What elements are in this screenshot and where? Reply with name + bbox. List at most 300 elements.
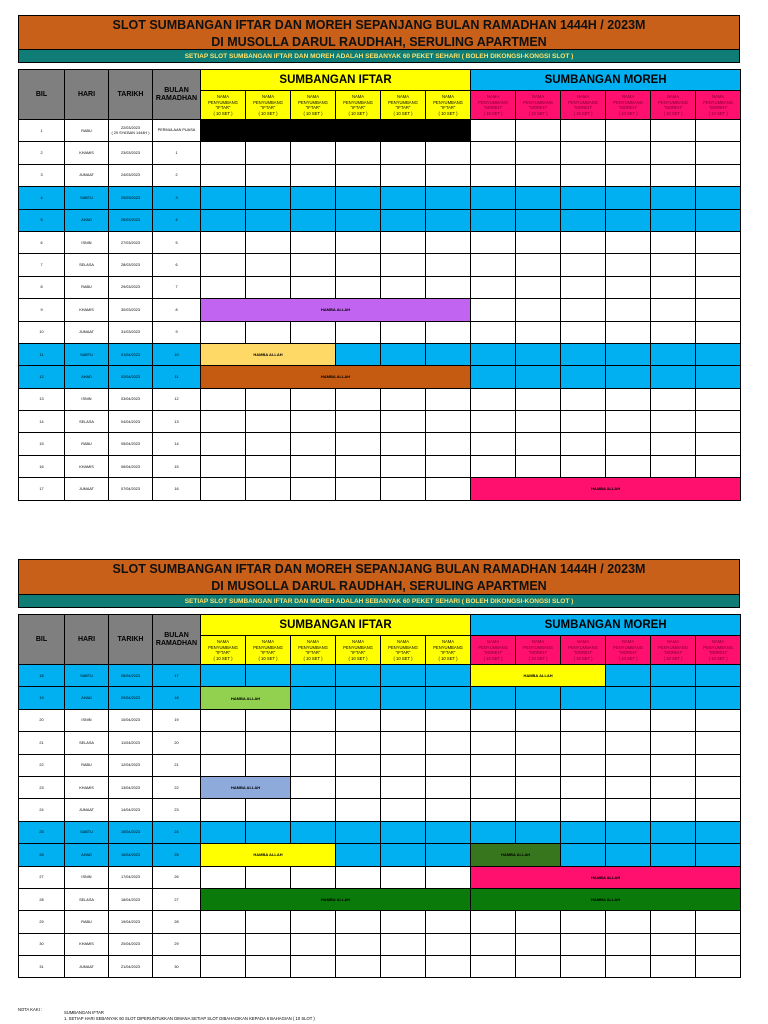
moreh-slot-cell[interactable] [651, 732, 696, 754]
iftar-slot-cell[interactable] [336, 231, 381, 253]
moreh-slot-cell[interactable] [471, 709, 516, 731]
moreh-slot-cell[interactable] [651, 388, 696, 410]
moreh-slot-cell[interactable] [651, 956, 696, 978]
iftar-slot-cell[interactable] [336, 776, 381, 798]
iftar-slot-cell[interactable] [336, 411, 381, 433]
iftar-slot-cell[interactable] [426, 866, 471, 888]
iftar-slot-cell[interactable] [381, 665, 426, 687]
iftar-slot-cell[interactable] [381, 455, 426, 477]
moreh-slot-cell[interactable] [561, 120, 606, 142]
iftar-slot-cell[interactable] [336, 455, 381, 477]
iftar-slot-cell[interactable] [291, 776, 336, 798]
iftar-slot-cell[interactable] [291, 732, 336, 754]
iftar-slot-cell[interactable] [201, 433, 246, 455]
moreh-slot-cell[interactable] [696, 321, 741, 343]
moreh-slot-cell[interactable] [471, 120, 516, 142]
iftar-slot-cell[interactable] [246, 754, 291, 776]
moreh-slot-cell[interactable] [516, 956, 561, 978]
iftar-slot-cell[interactable] [336, 321, 381, 343]
iftar-slot-cell[interactable] [336, 388, 381, 410]
moreh-slot-cell[interactable] [561, 754, 606, 776]
moreh-slot-cell[interactable] [516, 321, 561, 343]
iftar-slot-cell[interactable] [381, 231, 426, 253]
iftar-slot-cell[interactable] [381, 844, 426, 866]
iftar-slot-cell[interactable] [201, 231, 246, 253]
moreh-slot-cell[interactable] [696, 366, 741, 388]
moreh-slot-cell[interactable] [651, 844, 696, 866]
moreh-slot-cell[interactable] [606, 754, 651, 776]
iftar-slot-cell[interactable] [201, 665, 246, 687]
moreh-slot-cell[interactable] [561, 231, 606, 253]
iftar-slot-cell[interactable] [291, 799, 336, 821]
moreh-slot-cell[interactable] [561, 164, 606, 186]
iftar-slot-cell[interactable] [426, 754, 471, 776]
moreh-slot-merged[interactable]: HAMBA ALLAH [471, 665, 606, 687]
iftar-slot-cell[interactable] [291, 478, 336, 500]
iftar-slot-cell[interactable] [336, 933, 381, 955]
moreh-slot-cell[interactable] [561, 709, 606, 731]
iftar-slot-cell[interactable] [201, 276, 246, 298]
iftar-slot-cell[interactable] [336, 276, 381, 298]
iftar-slot-cell[interactable] [246, 478, 291, 500]
iftar-slot-cell[interactable] [246, 709, 291, 731]
iftar-slot-merged[interactable]: HAMBA ALLAH [201, 687, 291, 709]
iftar-slot-cell[interactable] [291, 709, 336, 731]
iftar-slot-cell[interactable] [246, 276, 291, 298]
iftar-slot-cell[interactable] [426, 821, 471, 843]
iftar-slot-cell[interactable] [291, 209, 336, 231]
iftar-slot-cell[interactable] [336, 209, 381, 231]
iftar-slot-merged[interactable]: HAMBA ALLAH [201, 888, 471, 910]
moreh-slot-cell[interactable] [696, 411, 741, 433]
iftar-slot-cell[interactable] [426, 276, 471, 298]
moreh-slot-cell[interactable] [651, 120, 696, 142]
iftar-slot-cell[interactable] [426, 799, 471, 821]
moreh-slot-cell[interactable] [696, 164, 741, 186]
iftar-slot-cell[interactable] [426, 844, 471, 866]
iftar-slot-cell[interactable] [291, 276, 336, 298]
iftar-slot-cell[interactable] [246, 411, 291, 433]
moreh-slot-merged[interactable]: HAMBA ALLAH [471, 478, 741, 500]
moreh-slot-cell[interactable] [696, 665, 741, 687]
iftar-slot-cell[interactable] [336, 478, 381, 500]
iftar-slot-cell[interactable] [336, 844, 381, 866]
iftar-slot-cell[interactable] [291, 687, 336, 709]
iftar-slot-cell[interactable] [426, 776, 471, 798]
moreh-slot-cell[interactable] [651, 343, 696, 365]
iftar-slot-cell[interactable] [381, 933, 426, 955]
iftar-slot-cell[interactable] [201, 709, 246, 731]
moreh-slot-cell[interactable] [696, 754, 741, 776]
moreh-slot-cell[interactable] [561, 799, 606, 821]
moreh-slot-cell[interactable] [606, 231, 651, 253]
moreh-slot-cell[interactable] [561, 455, 606, 477]
moreh-slot-cell[interactable] [606, 254, 651, 276]
moreh-slot-cell[interactable] [561, 433, 606, 455]
iftar-slot-cell[interactable] [426, 732, 471, 754]
iftar-slot-cell[interactable] [336, 142, 381, 164]
moreh-slot-cell[interactable] [606, 299, 651, 321]
moreh-slot-cell[interactable] [471, 299, 516, 321]
moreh-slot-cell[interactable] [561, 388, 606, 410]
iftar-slot-cell[interactable] [426, 388, 471, 410]
moreh-slot-cell[interactable] [651, 254, 696, 276]
iftar-slot-cell[interactable] [426, 231, 471, 253]
moreh-slot-merged[interactable]: HAMBA ALLAH [471, 866, 741, 888]
moreh-slot-cell[interactable] [651, 821, 696, 843]
iftar-slot-cell[interactable] [381, 821, 426, 843]
iftar-slot-cell[interactable] [426, 164, 471, 186]
moreh-slot-cell[interactable] [606, 956, 651, 978]
moreh-slot-cell[interactable] [606, 665, 651, 687]
iftar-slot-cell[interactable] [426, 478, 471, 500]
iftar-slot-cell[interactable] [201, 866, 246, 888]
moreh-slot-cell[interactable] [516, 911, 561, 933]
moreh-slot-cell[interactable] [516, 687, 561, 709]
moreh-slot-cell[interactable] [606, 388, 651, 410]
moreh-slot-cell[interactable] [696, 254, 741, 276]
moreh-slot-cell[interactable] [606, 142, 651, 164]
moreh-slot-cell[interactable] [471, 911, 516, 933]
moreh-slot-cell[interactable] [471, 732, 516, 754]
moreh-slot-cell[interactable] [471, 209, 516, 231]
moreh-slot-cell[interactable] [516, 754, 561, 776]
moreh-slot-cell[interactable] [561, 187, 606, 209]
iftar-slot-cell[interactable] [201, 455, 246, 477]
moreh-slot-cell[interactable] [471, 276, 516, 298]
moreh-slot-cell[interactable] [516, 276, 561, 298]
moreh-slot-cell[interactable] [471, 321, 516, 343]
iftar-slot-cell[interactable] [336, 956, 381, 978]
moreh-slot-cell[interactable] [471, 754, 516, 776]
moreh-slot-cell[interactable] [561, 911, 606, 933]
moreh-slot-cell[interactable] [606, 687, 651, 709]
iftar-slot-cell[interactable] [201, 187, 246, 209]
iftar-slot-cell[interactable] [291, 821, 336, 843]
moreh-slot-cell[interactable] [561, 844, 606, 866]
moreh-slot-cell[interactable] [696, 799, 741, 821]
moreh-slot-cell[interactable] [516, 343, 561, 365]
moreh-slot-cell[interactable] [606, 911, 651, 933]
iftar-slot-cell[interactable] [246, 388, 291, 410]
moreh-slot-cell[interactable] [606, 411, 651, 433]
iftar-slot-cell[interactable] [381, 164, 426, 186]
moreh-slot-cell[interactable] [516, 799, 561, 821]
moreh-slot-cell[interactable] [606, 187, 651, 209]
moreh-slot-cell[interactable] [516, 388, 561, 410]
moreh-slot-cell[interactable] [651, 433, 696, 455]
moreh-slot-cell[interactable] [606, 209, 651, 231]
iftar-slot-cell[interactable] [381, 433, 426, 455]
iftar-slot-cell[interactable] [246, 142, 291, 164]
iftar-slot-cell[interactable] [246, 956, 291, 978]
iftar-slot-cell[interactable] [426, 709, 471, 731]
moreh-slot-cell[interactable] [471, 164, 516, 186]
iftar-slot-cell[interactable] [201, 478, 246, 500]
iftar-slot-cell[interactable] [291, 321, 336, 343]
iftar-slot-cell[interactable] [381, 799, 426, 821]
iftar-slot-cell[interactable] [381, 709, 426, 731]
iftar-slot-cell[interactable] [381, 687, 426, 709]
moreh-slot-cell[interactable] [561, 732, 606, 754]
iftar-slot-cell[interactable] [291, 164, 336, 186]
moreh-slot-cell[interactable] [561, 956, 606, 978]
moreh-slot-cell[interactable] [516, 732, 561, 754]
iftar-slot-cell[interactable] [291, 433, 336, 455]
moreh-slot-cell[interactable] [516, 142, 561, 164]
iftar-slot-cell[interactable] [381, 776, 426, 798]
iftar-slot-cell[interactable] [426, 254, 471, 276]
moreh-slot-cell[interactable] [516, 187, 561, 209]
iftar-slot-cell[interactable] [426, 209, 471, 231]
moreh-slot-cell[interactable] [561, 411, 606, 433]
moreh-slot-cell[interactable] [651, 933, 696, 955]
iftar-slot-cell[interactable] [246, 665, 291, 687]
iftar-slot-cell[interactable] [336, 732, 381, 754]
iftar-slot-cell[interactable] [201, 209, 246, 231]
moreh-slot-cell[interactable] [606, 799, 651, 821]
moreh-slot-cell[interactable] [471, 388, 516, 410]
iftar-slot-cell[interactable] [246, 821, 291, 843]
moreh-slot-cell[interactable] [696, 776, 741, 798]
moreh-slot-cell[interactable] [516, 709, 561, 731]
iftar-slot-cell[interactable] [291, 933, 336, 955]
moreh-slot-cell[interactable] [516, 299, 561, 321]
moreh-slot-cell[interactable] [516, 776, 561, 798]
iftar-slot-cell[interactable] [246, 866, 291, 888]
moreh-slot-cell[interactable] [651, 411, 696, 433]
iftar-slot-cell[interactable] [291, 142, 336, 164]
iftar-slot-cell[interactable] [381, 254, 426, 276]
iftar-slot-cell[interactable] [426, 687, 471, 709]
iftar-slot-cell[interactable] [201, 956, 246, 978]
moreh-slot-cell[interactable] [696, 933, 741, 955]
moreh-slot-cell[interactable] [696, 388, 741, 410]
moreh-slot-cell[interactable] [651, 911, 696, 933]
iftar-slot-cell[interactable] [426, 665, 471, 687]
iftar-slot-cell[interactable] [291, 455, 336, 477]
iftar-slot-cell[interactable] [336, 687, 381, 709]
moreh-slot-cell[interactable] [516, 433, 561, 455]
iftar-slot-cell[interactable] [291, 254, 336, 276]
iftar-slot-cell[interactable] [426, 933, 471, 955]
moreh-slot-cell[interactable] [606, 933, 651, 955]
iftar-slot-merged[interactable]: HAMBA ALLAH [201, 366, 471, 388]
moreh-slot-cell[interactable] [471, 411, 516, 433]
iftar-slot-cell[interactable] [381, 911, 426, 933]
iftar-slot-cell[interactable] [381, 321, 426, 343]
moreh-slot-cell[interactable] [696, 231, 741, 253]
iftar-slot-merged[interactable] [201, 120, 471, 142]
iftar-slot-cell[interactable] [246, 799, 291, 821]
moreh-slot-cell[interactable] [471, 799, 516, 821]
moreh-slot-cell[interactable] [471, 687, 516, 709]
moreh-slot-cell[interactable] [651, 665, 696, 687]
moreh-slot-cell[interactable] [696, 911, 741, 933]
iftar-slot-cell[interactable] [201, 799, 246, 821]
moreh-slot-cell[interactable] [561, 933, 606, 955]
moreh-slot-cell[interactable] [516, 254, 561, 276]
moreh-slot-cell[interactable] [561, 687, 606, 709]
iftar-slot-cell[interactable] [426, 956, 471, 978]
iftar-slot-cell[interactable] [426, 911, 471, 933]
iftar-slot-cell[interactable] [291, 665, 336, 687]
moreh-slot-cell[interactable] [696, 120, 741, 142]
moreh-slot-cell[interactable] [561, 321, 606, 343]
moreh-slot-cell[interactable] [606, 709, 651, 731]
iftar-slot-cell[interactable] [246, 455, 291, 477]
moreh-slot-cell[interactable] [606, 321, 651, 343]
iftar-slot-cell[interactable] [246, 254, 291, 276]
moreh-slot-cell[interactable] [471, 933, 516, 955]
iftar-slot-cell[interactable] [201, 911, 246, 933]
iftar-slot-cell[interactable] [381, 276, 426, 298]
moreh-slot-cell[interactable] [696, 433, 741, 455]
moreh-slot-cell[interactable] [561, 209, 606, 231]
iftar-slot-cell[interactable] [381, 478, 426, 500]
iftar-slot-cell[interactable] [201, 732, 246, 754]
moreh-slot-cell[interactable] [696, 142, 741, 164]
moreh-slot-cell[interactable] [651, 321, 696, 343]
moreh-slot-cell[interactable] [561, 366, 606, 388]
iftar-slot-cell[interactable] [246, 732, 291, 754]
iftar-slot-cell[interactable] [426, 321, 471, 343]
moreh-slot-merged[interactable]: HAMBA ALLAH [471, 888, 741, 910]
moreh-slot-cell[interactable] [651, 366, 696, 388]
moreh-slot-cell[interactable] [606, 821, 651, 843]
moreh-slot-merged[interactable]: HAMBA ALLAH [471, 844, 561, 866]
iftar-slot-cell[interactable] [246, 187, 291, 209]
iftar-slot-cell[interactable] [201, 754, 246, 776]
moreh-slot-cell[interactable] [651, 209, 696, 231]
iftar-slot-cell[interactable] [336, 254, 381, 276]
iftar-slot-cell[interactable] [426, 343, 471, 365]
moreh-slot-cell[interactable] [471, 366, 516, 388]
moreh-slot-cell[interactable] [606, 844, 651, 866]
iftar-slot-cell[interactable] [291, 754, 336, 776]
iftar-slot-cell[interactable] [246, 321, 291, 343]
moreh-slot-cell[interactable] [696, 687, 741, 709]
moreh-slot-cell[interactable] [696, 343, 741, 365]
iftar-slot-cell[interactable] [336, 821, 381, 843]
moreh-slot-cell[interactable] [516, 164, 561, 186]
moreh-slot-cell[interactable] [471, 455, 516, 477]
moreh-slot-cell[interactable] [561, 821, 606, 843]
iftar-slot-cell[interactable] [336, 799, 381, 821]
iftar-slot-cell[interactable] [381, 388, 426, 410]
iftar-slot-cell[interactable] [201, 164, 246, 186]
moreh-slot-cell[interactable] [606, 366, 651, 388]
iftar-slot-cell[interactable] [246, 933, 291, 955]
iftar-slot-cell[interactable] [201, 411, 246, 433]
iftar-slot-merged[interactable]: HAMBA ALLAH [201, 776, 291, 798]
moreh-slot-cell[interactable] [516, 209, 561, 231]
iftar-slot-cell[interactable] [336, 754, 381, 776]
moreh-slot-cell[interactable] [516, 455, 561, 477]
moreh-slot-cell[interactable] [696, 299, 741, 321]
iftar-slot-cell[interactable] [381, 142, 426, 164]
moreh-slot-cell[interactable] [606, 455, 651, 477]
moreh-slot-cell[interactable] [561, 776, 606, 798]
iftar-slot-cell[interactable] [426, 411, 471, 433]
moreh-slot-cell[interactable] [606, 343, 651, 365]
moreh-slot-cell[interactable] [696, 732, 741, 754]
iftar-slot-cell[interactable] [246, 231, 291, 253]
moreh-slot-cell[interactable] [561, 299, 606, 321]
iftar-slot-cell[interactable] [201, 254, 246, 276]
moreh-slot-cell[interactable] [696, 709, 741, 731]
moreh-slot-cell[interactable] [651, 799, 696, 821]
moreh-slot-cell[interactable] [651, 276, 696, 298]
iftar-slot-merged[interactable]: HAMBA ALLAH [201, 844, 336, 866]
moreh-slot-cell[interactable] [606, 164, 651, 186]
moreh-slot-cell[interactable] [561, 142, 606, 164]
iftar-slot-cell[interactable] [201, 321, 246, 343]
iftar-slot-cell[interactable] [201, 933, 246, 955]
iftar-slot-cell[interactable] [381, 956, 426, 978]
iftar-slot-cell[interactable] [246, 164, 291, 186]
iftar-slot-cell[interactable] [291, 411, 336, 433]
iftar-slot-cell[interactable] [201, 142, 246, 164]
moreh-slot-cell[interactable] [651, 455, 696, 477]
iftar-slot-merged[interactable]: HAMBA ALLAH [201, 299, 471, 321]
iftar-slot-cell[interactable] [426, 433, 471, 455]
moreh-slot-cell[interactable] [516, 120, 561, 142]
iftar-slot-merged[interactable]: HAMBA ALLAH [201, 343, 336, 365]
moreh-slot-cell[interactable] [696, 209, 741, 231]
moreh-slot-cell[interactable] [606, 120, 651, 142]
iftar-slot-cell[interactable] [426, 455, 471, 477]
iftar-slot-cell[interactable] [336, 164, 381, 186]
iftar-slot-cell[interactable] [381, 732, 426, 754]
iftar-slot-cell[interactable] [336, 665, 381, 687]
iftar-slot-cell[interactable] [336, 911, 381, 933]
moreh-slot-cell[interactable] [471, 142, 516, 164]
moreh-slot-cell[interactable] [561, 276, 606, 298]
moreh-slot-cell[interactable] [471, 231, 516, 253]
moreh-slot-cell[interactable] [561, 343, 606, 365]
moreh-slot-cell[interactable] [651, 687, 696, 709]
iftar-slot-cell[interactable] [291, 187, 336, 209]
moreh-slot-cell[interactable] [651, 776, 696, 798]
moreh-slot-cell[interactable] [516, 366, 561, 388]
moreh-slot-cell[interactable] [471, 254, 516, 276]
moreh-slot-cell[interactable] [516, 821, 561, 843]
moreh-slot-cell[interactable] [651, 709, 696, 731]
moreh-slot-cell[interactable] [696, 455, 741, 477]
iftar-slot-cell[interactable] [381, 866, 426, 888]
iftar-slot-cell[interactable] [381, 209, 426, 231]
iftar-slot-cell[interactable] [201, 821, 246, 843]
moreh-slot-cell[interactable] [471, 956, 516, 978]
moreh-slot-cell[interactable] [696, 276, 741, 298]
moreh-slot-cell[interactable] [606, 732, 651, 754]
moreh-slot-cell[interactable] [651, 231, 696, 253]
iftar-slot-cell[interactable] [201, 388, 246, 410]
iftar-slot-cell[interactable] [291, 231, 336, 253]
moreh-slot-cell[interactable] [696, 956, 741, 978]
moreh-slot-cell[interactable] [471, 776, 516, 798]
iftar-slot-cell[interactable] [336, 187, 381, 209]
moreh-slot-cell[interactable] [471, 343, 516, 365]
iftar-slot-cell[interactable] [426, 142, 471, 164]
iftar-slot-cell[interactable] [381, 343, 426, 365]
moreh-slot-cell[interactable] [561, 254, 606, 276]
moreh-slot-cell[interactable] [696, 821, 741, 843]
iftar-slot-cell[interactable] [336, 709, 381, 731]
moreh-slot-cell[interactable] [471, 433, 516, 455]
iftar-slot-cell[interactable] [381, 754, 426, 776]
